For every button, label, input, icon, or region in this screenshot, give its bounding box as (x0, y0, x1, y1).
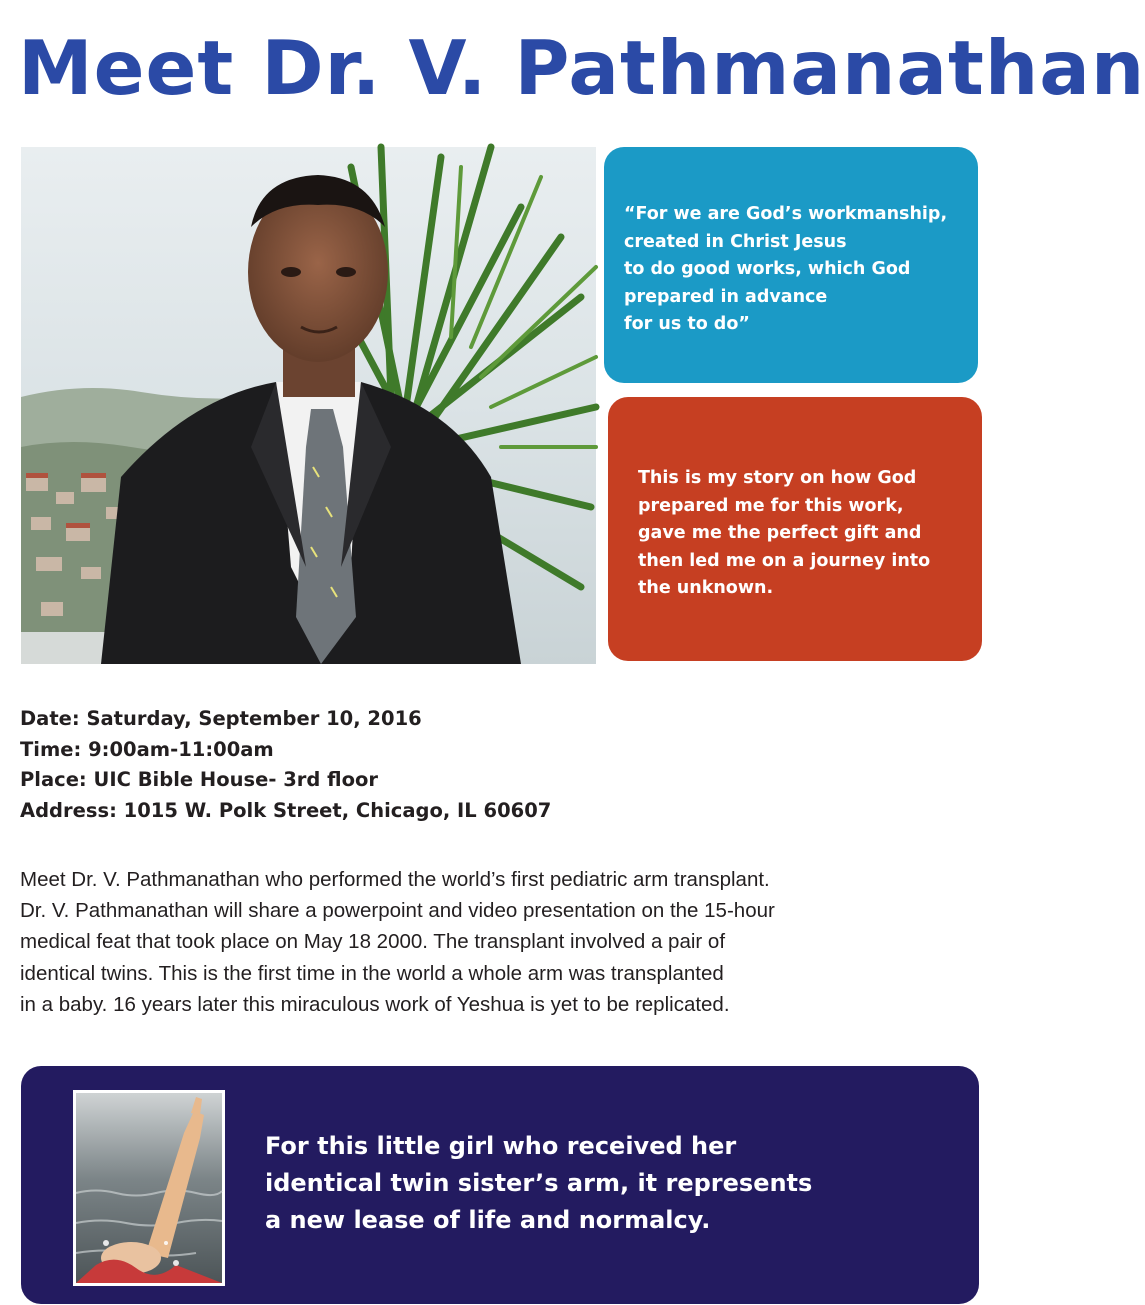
bottom-banner (21, 1066, 979, 1304)
scripture-quote-box (604, 147, 978, 383)
event-place: Place: UIC Bible House- 3rd floor (20, 768, 379, 791)
banner-line: identical twin sister’s arm, it represents (265, 1169, 813, 1197)
banner-text (265, 1128, 945, 1239)
description-line: Meet Dr. V. Pathmanathan who performed the world’s first pediatric arm transplant. (20, 868, 770, 891)
description-line: identical twins. This is the first time in the world a whole arm was transplanted (20, 961, 724, 985)
description-line: Dr. V. Pathmanathan will share a powerpoint and video presentation on the 15-hour (20, 899, 775, 923)
swimming-girl-photo (73, 1090, 225, 1286)
story-box (608, 397, 982, 661)
page-title: Meet Dr. V. Pathmanathan (18, 24, 1145, 112)
description-line: medical feat that took place on May 18 2000. The transplant involved a pair of (20, 930, 726, 954)
portrait-photo (21, 147, 596, 664)
scripture-quote-text: “For we are God’s workmanship, created in Christ Jesus to do good works, which God prepared in advance for us to do” (624, 204, 948, 334)
banner-line: For this little girl who received her (265, 1132, 737, 1160)
event-description (20, 864, 985, 1020)
story-text: This is my story on how God prepared me for this work, gave me the perfect gift and then led me on a journey into the unknown. (638, 468, 931, 598)
event-address: Address: 1015 W. Polk Street, Chicago, IL 60607 (20, 798, 552, 822)
event-time: Time: 9:00am-11:00am (20, 737, 274, 761)
event-date: Date: Saturday, September 10, 2016 (20, 707, 422, 730)
banner-line: a new lease of life and normalcy. (265, 1206, 711, 1234)
event-details (20, 704, 980, 826)
description-line: in a baby. 16 years later this miraculous work of Yeshua is yet to be replicated. (20, 992, 730, 1016)
